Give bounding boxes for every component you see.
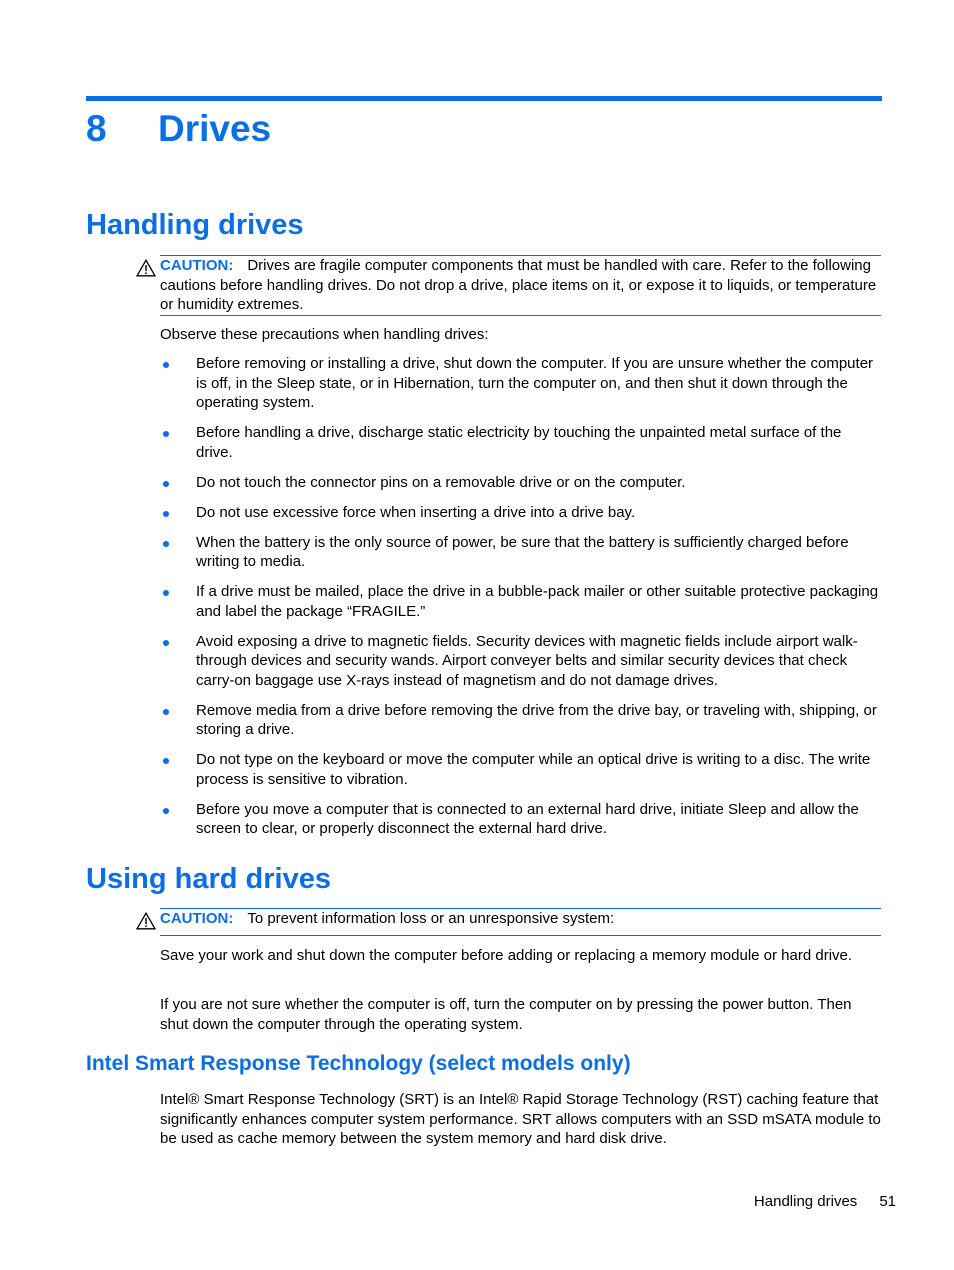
section-heading-using-hard-drives: Using hard drives [86, 863, 331, 895]
caution-bottom-rule [160, 935, 881, 936]
page-number: 51 [879, 1193, 896, 1210]
bullet-dot-icon [163, 362, 169, 368]
chapter-rule [86, 96, 882, 101]
precaution-text: Do not use excessive force when inserting a drive into a drive bay. [196, 503, 636, 521]
precaution-item [160, 582, 881, 621]
precaution-text: Do not type on the keyboard or move the computer while an optical drive is writing to a disc. The write process is sensitive to vibration. [196, 751, 871, 788]
caution-label: CAUTION: [160, 910, 234, 927]
precaution-text: Before handling a drive, discharge static electricity by touching the unpainted metal surface of the drive. [196, 424, 842, 461]
subsection-heading-srt: Intel Smart Response Technology (select models only) [86, 1052, 631, 1075]
bullet-dot-icon [163, 758, 169, 764]
page-footer [754, 1192, 896, 1211]
bullet-dot-icon [163, 511, 169, 517]
warning-triangle-icon [136, 259, 156, 277]
precaution-item [160, 750, 881, 789]
precaution-text: Avoid exposing a drive to magnetic fields. Security devices with magnetic fields include airport walk-through devices and security wands. Airport conveyer belts and similar security devices that check carry-on baggage use X-rays instead of magnetism and do not damage drives. [196, 632, 858, 689]
caution-text [160, 909, 881, 929]
bullet-dot-icon [163, 431, 169, 437]
precaution-item [160, 473, 881, 493]
precaution-item [160, 632, 881, 691]
precaution-item [160, 423, 881, 462]
precaution-text: Before removing or installing a drive, shut down the computer. If you are unsure whether the computer is off, in the Sleep state, or in Hibernation, turn the computer on, and then shut it down through the operating system. [196, 355, 874, 411]
bullet-dot-icon [163, 481, 169, 487]
caution-box-handling [136, 255, 881, 317]
precaution-text: If a drive must be mailed, place the drive in a bubble-pack mailer or other suitable protective packaging and label the package “FRAGILE.” [196, 583, 879, 620]
chapter-number: 8 [86, 108, 107, 149]
bullet-dot-icon [163, 709, 169, 715]
precaution-item [160, 533, 881, 572]
caution-box-hard-drives [136, 908, 881, 936]
caution-bottom-rule [160, 315, 881, 316]
precaution-item [160, 354, 881, 413]
caution-label: CAUTION: [160, 257, 234, 274]
precaution-item [160, 503, 881, 523]
hard-drives-paragraph-1: Save your work and shut down the computer before adding or replacing a memory module or hard drive. [160, 947, 853, 964]
caution-text [160, 256, 881, 315]
chapter-title [86, 107, 271, 151]
chapter-name: Drives [158, 108, 272, 149]
bullet-dot-icon [163, 808, 169, 814]
bullet-dot-icon [163, 590, 169, 596]
hard-drives-paragraph-2: If you are not sure whether the computer is off, turn the computer on by pressing the power button. Then shut down the computer through the operating system. [160, 996, 852, 1033]
precaution-text: When the battery is the only source of power, be sure that the battery is sufficiently charged before writing to media. [196, 533, 849, 570]
warning-triangle-icon [136, 912, 156, 930]
precautions-intro: Observe these precautions when handling drives: [160, 326, 489, 343]
bullet-dot-icon [163, 640, 169, 646]
precaution-text: Do not touch the connector pins on a removable drive or on the computer. [196, 473, 686, 491]
precaution-item [160, 800, 881, 839]
precaution-text: Before you move a computer that is connected to an external hard drive, initiate Sleep and allow the screen to clear, or properly disconnect the external hard drive. [196, 800, 859, 837]
section-heading-handling-drives: Handling drives [86, 209, 304, 241]
precaution-text: Remove media from a drive before removing the drive from the drive bay, or traveling with, shipping, or storing a drive. [196, 701, 877, 738]
precaution-item [160, 701, 881, 740]
footer-section-title: Handling drives [753, 1193, 858, 1210]
precautions-list [160, 354, 881, 849]
srt-paragraph: Intel® Smart Response Technology (SRT) is an Intel® Rapid Storage Technology (RST) caching feature that significantly enhances computer system performance. SRT allows computers with an SSD mSATA module to be used as cache memory between the system memory and hard disk drive. [160, 1091, 881, 1147]
caution-message: To prevent information loss or an unresponsive system: [247, 910, 615, 927]
caution-message: Drives are fragile computer components that must be handled with care. Refer to the following cautions before handling drives. Do not drop a drive, place items on it, or expose it to liquids, or temperature or humidity extremes. [160, 257, 877, 313]
bullet-dot-icon [163, 541, 169, 547]
